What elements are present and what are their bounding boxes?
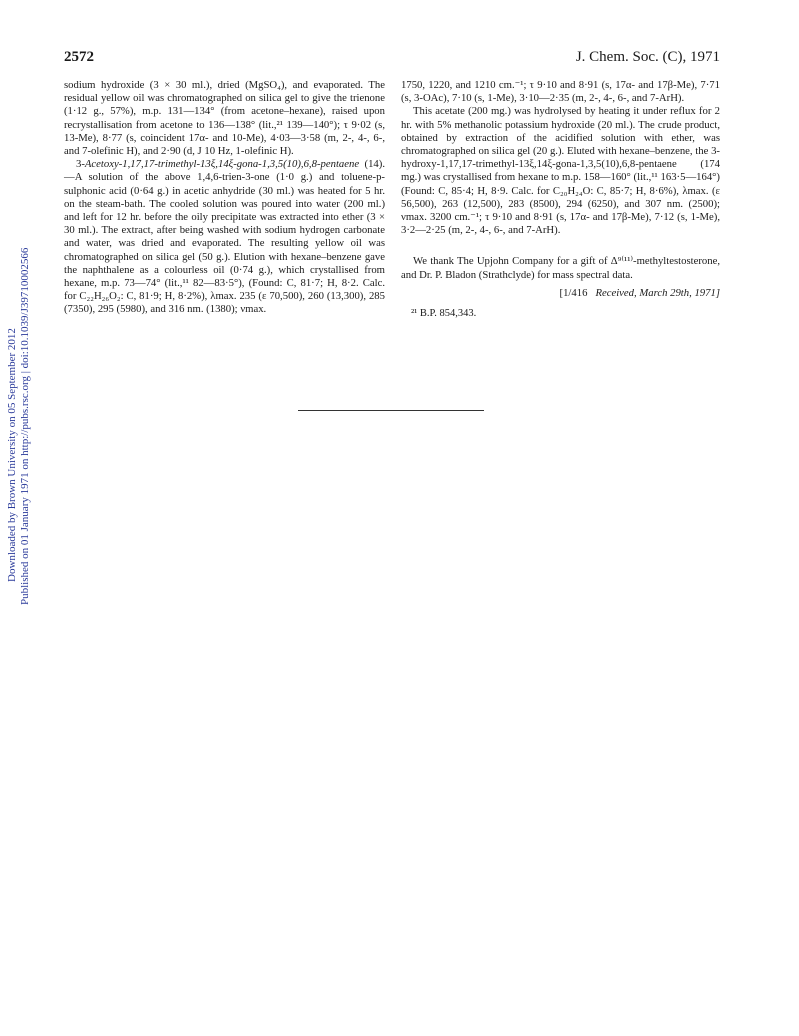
right-paragraph-1: 1750, 1220, and 1210 cm.⁻¹; τ 9·10 and 8·91 (s, 17α- and 17β-Me), 7·71 (s, 3-OAc), 7·10 (s, 1-Me), 3·10—2·35 (m, 2-, 4-, 6-, and 7-ArH). [401, 79, 720, 105]
left-paragraph-2 [64, 158, 385, 316]
footnote-number: ²¹ [411, 308, 418, 320]
publication-notice[interactable]: Published on 01 January 1971 on http://pubs.rsc.org | doi:10.1039/J39710002566 [19, 247, 31, 605]
download-notice: Downloaded by Brown University on 05 September 2012 [6, 328, 18, 582]
page-header [64, 49, 720, 69]
compound-heading: Acetoxy-1,17,17-trimethyl-13ξ,14ξ-gona-1,3,5(10),6,8-pentaene [84, 158, 360, 171]
right-column [401, 79, 720, 320]
compound-procedure: (14).—A solution of the above 1,4,6-trien-3-one (1·0 g.) and toluene-p-sulphonic acid (0·64 g.) in acetic anhydride (30 ml.) was heated for 5 hr. on the steam-bath. The cooled solution was poured into water (200 ml.) and left for 12 hr. before the oily precipitate was extracted into ether (3 × 30 ml.). The extract, after being washed with sodium hydrogen carbonate and water, was dried and evaporated. The resulting yellow oil was chromatographed on silica gel (50 g.). Elution with hexane–benzene gave the naphthalene as a colourless oil (0·74 g.), which crystallised from hexane, m.p. 73—74° (lit.,¹¹ 82—83·5°), (Found: C, 81·7; H, 8·2. Calc. for C₂₂H₂₆O₂: C, 81·9; H, 8·2%), λmax. 235 (ε 70,500), 260 (13,300), 285 (7350), 295 (5980), and 316 nm. (1380); νmax. [64, 158, 385, 316]
right-paragraph-2: This acetate (200 mg.) was hydrolysed by heating it under reflux for 2 hr. with 5% methanolic potassium hydroxide (20 ml.). The crude product, obtained by extraction of the acidified solution with ether, was chromatographed on silica gel (20 g.). Eluted with hexane–benzene, the 3-hydroxy-1,17,17-trimethyl-13ξ,14ξ-gona-1,3,5(10),6,8-pentaene (174 mg.) was crystallised from hexane to m.p. 158—160° (lit.,¹¹ 163·5—164°) (Found: C, 85·4; H, 8·9. Calc. for C₂₀H₂₄O: C, 85·7; H, 8·6%), λmax. (ε 56,500), 263 (12,500), 283 (8500), 294 (6250), and 307 nm. (2500); νmax. 3200 cm.⁻¹; τ 9·10 and 8·91 (s, 17α- and 17β-Me), 7·12 (s, 1-Me), 3·2—2·25 (m, 2-, 4-, 6-, and 7-ArH). [401, 105, 720, 237]
download-sidebar [4, 210, 34, 610]
manuscript-ref: [1/416 [559, 286, 588, 299]
received-line [401, 287, 720, 300]
journal-citation: J. Chem. Soc. (C), 1971 [575, 49, 720, 65]
footnote-text: B.P. 854,343. [419, 308, 477, 320]
end-of-article-rule [298, 410, 484, 411]
left-paragraph-1: sodium hydroxide (3 × 30 ml.), dried (MgSO₄), and evaporated. The residual yellow oil was chromatographed on silica gel to give the trienone (1·12 g., 57%), m.p. 131—134° (from acetone–hexane), raised upon recrystallisation from acetone to 136—138° (lit.,²¹ 139—140°); τ 9·02 (s, 13-Me), 8·77 (s, coincident 17α- and 10-Me), 4·03—3·58 (m, 2-, 4-, 6-, and 7-olefinic H), and 2·90 (d, J 10 Hz, 1-olefinic H). [64, 79, 385, 158]
compound-heading-prefix: 3- [76, 158, 85, 171]
footnote [401, 307, 720, 320]
received-date: Received, March 29th, 1971] [595, 286, 720, 299]
section-gap [401, 237, 720, 255]
page-number: 2572 [64, 49, 94, 65]
acknowledgement: We thank The Upjohn Company for a gift of Δ⁹⁽¹¹⁾-methyltestosterone, and Dr. P. Bladon (Strathclyde) for mass spectral data. [401, 255, 720, 281]
left-column [64, 79, 385, 317]
